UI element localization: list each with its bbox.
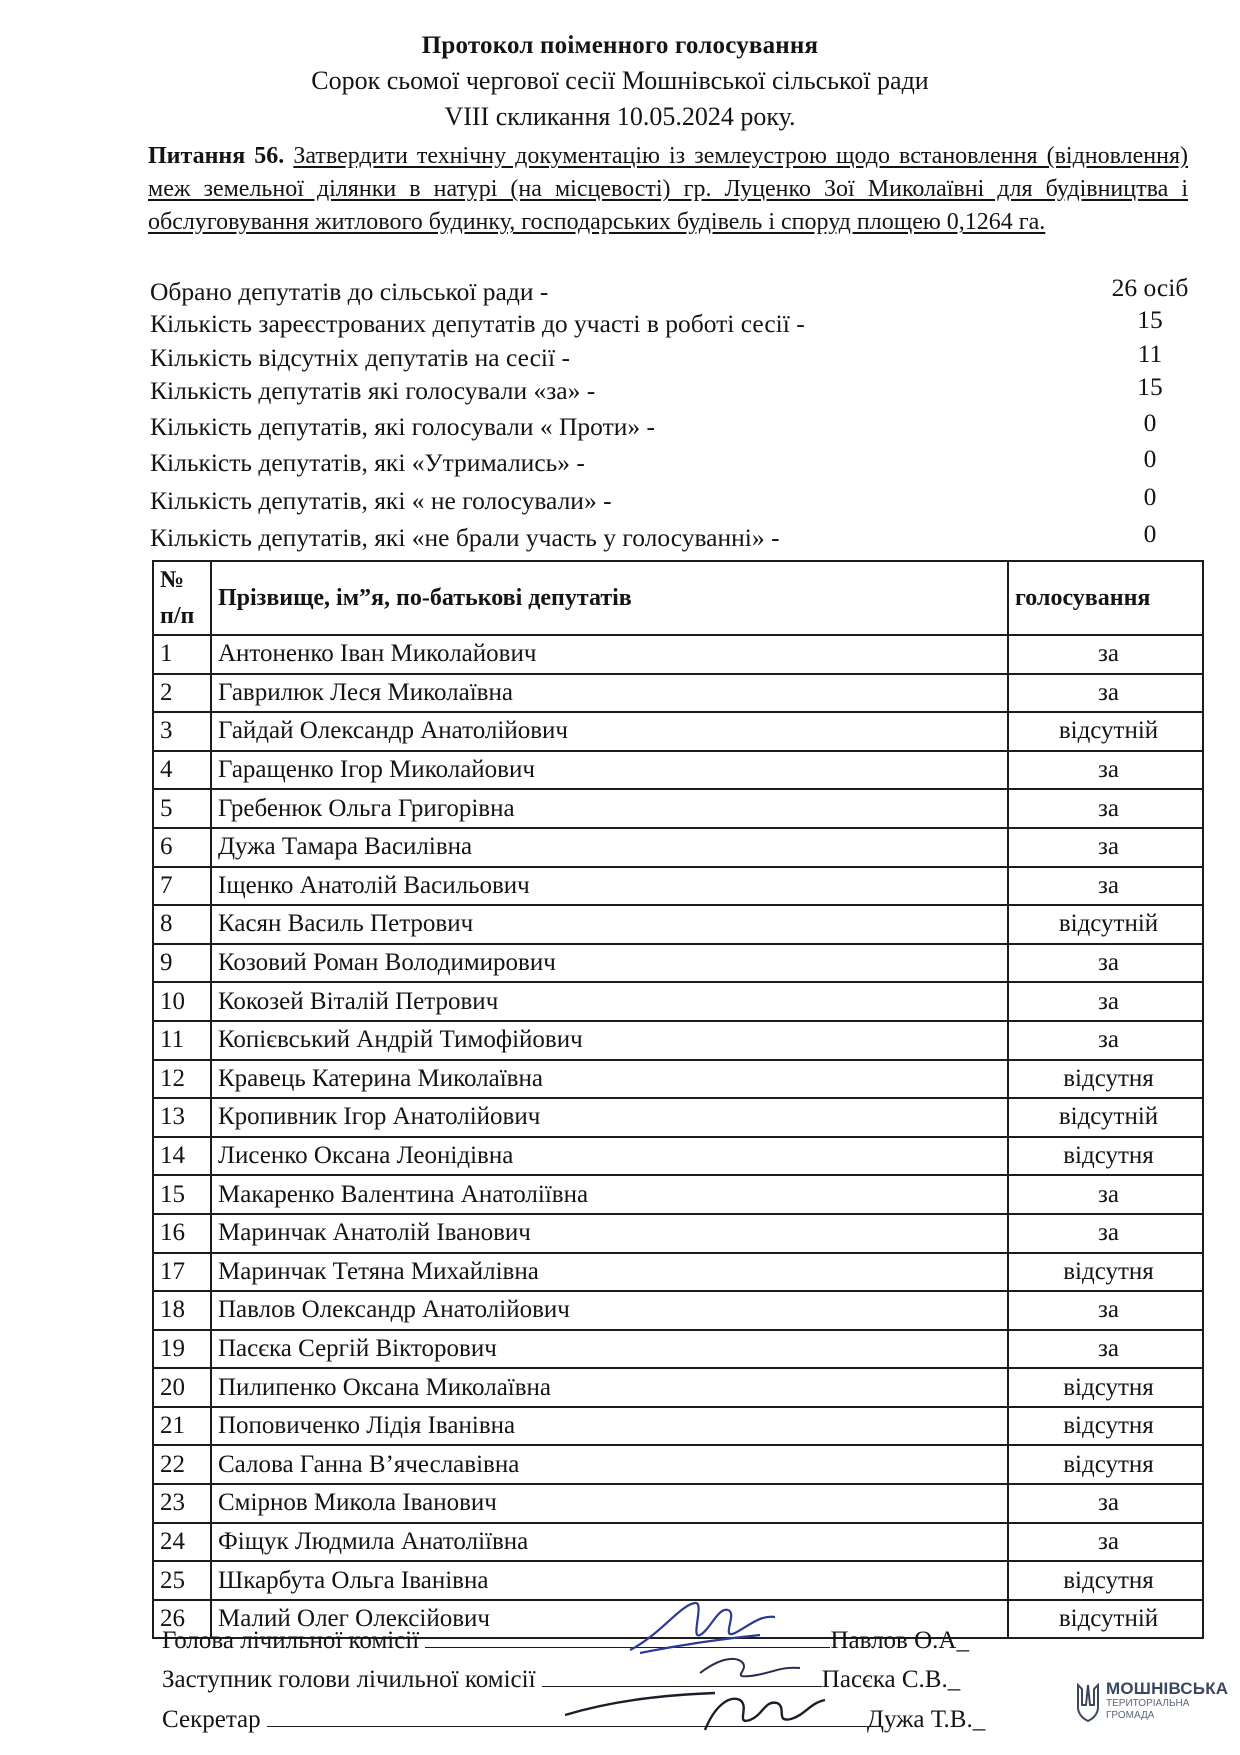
stat-not-participated bbox=[150, 519, 1157, 557]
vote-result: за bbox=[1008, 1214, 1203, 1253]
row-number: 24 bbox=[153, 1523, 211, 1562]
table-row bbox=[153, 1214, 1203, 1253]
deputy-name: Касян Василь Петрович bbox=[211, 905, 1008, 944]
table-row bbox=[153, 1368, 1203, 1407]
vote-result: відсутня bbox=[1008, 1368, 1203, 1407]
row-number: 8 bbox=[153, 905, 211, 944]
table-row bbox=[153, 635, 1203, 674]
deputy-name: Іщенко Анатолій Васильович bbox=[211, 867, 1008, 906]
header-number-line2: п/п bbox=[160, 603, 195, 629]
vote-result: за bbox=[1008, 1291, 1203, 1330]
table-row bbox=[153, 1021, 1203, 1060]
deputy-name: Фіщук Людмила Анатоліївна bbox=[211, 1523, 1008, 1562]
protocol-title: Протокол поіменного голосування bbox=[421, 32, 819, 59]
deputy-name: Дужа Тамара Василівна bbox=[211, 828, 1008, 867]
row-number: 14 bbox=[153, 1137, 211, 1176]
deputy-name: Гаврилюк Леся Миколаївна bbox=[211, 674, 1008, 713]
vote-result: за bbox=[1008, 1175, 1203, 1214]
vote-result: за bbox=[1008, 982, 1203, 1021]
row-number: 10 bbox=[153, 982, 211, 1021]
watermark-subtitle bbox=[1106, 1698, 1189, 1722]
vote-result: відсутня bbox=[1008, 1060, 1203, 1099]
signature-name: Павлов О.А_ bbox=[830, 1627, 969, 1654]
stat-label: Кількість депутатів, які « не голосували» - bbox=[150, 486, 612, 515]
deputy-name: Гайдай Олександр Анатолійович bbox=[211, 712, 1008, 751]
header-vote: голосування bbox=[1008, 561, 1203, 635]
stat-for bbox=[150, 372, 1163, 410]
stat-value: 0 bbox=[1143, 482, 1157, 511]
table-row bbox=[153, 1484, 1203, 1523]
deputy-name: Маринчак Тетяна Михайлівна bbox=[211, 1253, 1008, 1292]
table-row bbox=[153, 1330, 1203, 1369]
row-number: 7 bbox=[153, 867, 211, 906]
stat-value: 15 bbox=[1137, 305, 1163, 334]
question-label: Питання 56. bbox=[148, 143, 285, 169]
vote-result: за bbox=[1008, 1330, 1203, 1369]
watermark-line1: МОШНІВСЬКА bbox=[1106, 1679, 1229, 1698]
vote-result: за bbox=[1008, 828, 1203, 867]
vote-result: за bbox=[1008, 635, 1203, 674]
question-text: Затвердити технічну документацію із землеустрою щодо встановлення (відновлення) меж земельної ділянки в натурі (на місцевості) гр. Луценко Зої Миколаївні для будівництва і обслуговування житлового будинку, господарських будівель і споруд площею 0,1264 га. bbox=[148, 143, 1189, 235]
table-row bbox=[153, 1098, 1203, 1137]
stat-value: 15 bbox=[1137, 372, 1163, 401]
stat-abstained bbox=[150, 444, 1157, 482]
header-name: Прізвище, ім”я, по-батькові депутатів bbox=[211, 561, 1008, 635]
stat-value: 11 bbox=[1137, 339, 1163, 368]
table-row bbox=[153, 1175, 1203, 1214]
deputy-name: Салова Ганна В’ячеславівна bbox=[211, 1445, 1008, 1484]
stat-label: Кількість відсутніх депутатів на сесії - bbox=[150, 343, 570, 372]
table-row bbox=[153, 1291, 1203, 1330]
stat-label: Кількість депутатів які голосували «за» - bbox=[150, 376, 596, 405]
vote-result: за bbox=[1008, 1484, 1203, 1523]
vote-result: відсутня bbox=[1008, 1253, 1203, 1292]
vote-result: за bbox=[1008, 1021, 1203, 1060]
row-number: 20 bbox=[153, 1368, 211, 1407]
row-number: 16 bbox=[153, 1214, 211, 1253]
signature-role: Заступник голови лічильної комісії bbox=[162, 1666, 536, 1693]
deputy-name: Малий Олег Олексійович bbox=[211, 1600, 1008, 1639]
row-number: 2 bbox=[153, 674, 211, 713]
stat-value: 0 bbox=[1143, 519, 1157, 548]
row-number: 12 bbox=[153, 1060, 211, 1099]
row-number: 1 bbox=[153, 635, 211, 674]
stat-label: Кількість депутатів, які «Утримались» - bbox=[150, 448, 585, 477]
vote-result: відсутній bbox=[1008, 1600, 1203, 1639]
row-number: 21 bbox=[153, 1407, 211, 1446]
deputy-name: Маринчак Анатолій Іванович bbox=[211, 1214, 1008, 1253]
signature-name: Дужа Т.В._ bbox=[866, 1706, 986, 1733]
signature-chair bbox=[162, 1623, 969, 1655]
watermark-line2: ТЕРИТОРІАЛЬНА bbox=[1106, 1698, 1190, 1709]
row-number: 3 bbox=[153, 712, 211, 751]
row-number: 26 bbox=[153, 1600, 211, 1639]
stat-value: 26 осіб bbox=[1111, 273, 1189, 302]
table-row bbox=[153, 828, 1203, 867]
watermark-line3: ГРОМАДА bbox=[1106, 1710, 1155, 1721]
session-subtitle: Сорок сьомої чергової сесії Мошнівської сільської ради bbox=[311, 66, 929, 95]
deputy-name: Пилипенко Оксана Миколаївна bbox=[211, 1368, 1008, 1407]
table-row bbox=[153, 905, 1203, 944]
signature-name: Пасєка С.В._ bbox=[821, 1666, 961, 1693]
roll-call-table bbox=[152, 560, 1204, 1639]
stat-elected bbox=[150, 273, 1189, 311]
convocation-date: VIII скликання 10.05.2024 року. bbox=[444, 102, 796, 131]
table-row bbox=[153, 1060, 1203, 1099]
vote-result: за bbox=[1008, 1523, 1203, 1562]
deputy-name: Антоненко Іван Миколайович bbox=[211, 635, 1008, 674]
deputy-name: Павлов Олександр Анатолійович bbox=[211, 1291, 1008, 1330]
stat-against bbox=[150, 408, 1157, 446]
deputy-name: Лисенко Оксана Леонідівна bbox=[211, 1137, 1008, 1176]
row-number: 17 bbox=[153, 1253, 211, 1292]
vote-result: за bbox=[1008, 944, 1203, 983]
deputy-name: Кравець Катерина Миколаївна bbox=[211, 1060, 1008, 1099]
table-row bbox=[153, 789, 1203, 828]
table-row bbox=[153, 1407, 1203, 1446]
agenda-question bbox=[148, 140, 1188, 239]
trident-icon bbox=[1074, 1681, 1102, 1723]
table-row bbox=[153, 867, 1203, 906]
signature-role: Голова лічильної комісії bbox=[162, 1627, 420, 1654]
vote-result: відсутня bbox=[1008, 1561, 1203, 1600]
vote-result: відсутній bbox=[1008, 712, 1203, 751]
table-row bbox=[153, 982, 1203, 1021]
row-number: 9 bbox=[153, 944, 211, 983]
vote-result: за bbox=[1008, 751, 1203, 790]
row-number: 18 bbox=[153, 1291, 211, 1330]
deputy-name: Смірнов Микола Іванович bbox=[211, 1484, 1008, 1523]
deputy-name: Гребенюк Ольга Григорівна bbox=[211, 789, 1008, 828]
stat-registered bbox=[150, 305, 1163, 343]
deputy-name: Макаренко Валентина Анатоліївна bbox=[211, 1175, 1008, 1214]
vote-result: відсутня bbox=[1008, 1137, 1203, 1176]
handwritten-signature-secretary bbox=[555, 1675, 845, 1745]
header-number-line1: № bbox=[160, 567, 185, 593]
deputy-name: Гаращенко Ігор Миколайович bbox=[211, 751, 1008, 790]
stat-not-voted bbox=[150, 482, 1157, 520]
header-number bbox=[153, 561, 211, 635]
row-number: 11 bbox=[153, 1021, 211, 1060]
deputy-name: Копієвський Андрій Тимофійович bbox=[211, 1021, 1008, 1060]
stat-label: Кількість депутатів, які голосували « Проти» - bbox=[150, 412, 655, 441]
stat-label: Обрано депутатів до сільської ради - bbox=[150, 277, 549, 306]
row-number: 13 bbox=[153, 1098, 211, 1137]
table-row bbox=[153, 712, 1203, 751]
table-row bbox=[153, 944, 1203, 983]
row-number: 25 bbox=[153, 1561, 211, 1600]
vote-result: відсутня bbox=[1008, 1407, 1203, 1446]
vote-result: відсутній bbox=[1008, 1098, 1203, 1137]
row-number: 23 bbox=[153, 1484, 211, 1523]
deputy-name: Козовий Роман Володимирович bbox=[211, 944, 1008, 983]
deputy-name: Поповиченко Лідія Іванівна bbox=[211, 1407, 1008, 1446]
stat-label: Кількість зареєстрованих депутатів до участі в роботі сесії - bbox=[150, 309, 805, 338]
table-row bbox=[153, 1445, 1203, 1484]
table-header-row bbox=[153, 561, 1203, 635]
row-number: 5 bbox=[153, 789, 211, 828]
table-row bbox=[153, 751, 1203, 790]
signature-role: Секретар bbox=[162, 1706, 261, 1733]
stat-absent bbox=[150, 339, 1163, 377]
deputy-name: Шкарбута Ольга Іванівна bbox=[211, 1561, 1008, 1600]
stat-value: 0 bbox=[1143, 444, 1157, 473]
table-row bbox=[153, 1137, 1203, 1176]
stat-label: Кількість депутатів, які «не брали участь у голосуванні» - bbox=[150, 523, 780, 552]
community-watermark bbox=[1072, 1677, 1229, 1732]
stat-value: 0 bbox=[1143, 408, 1157, 437]
vote-result: відсутня bbox=[1008, 1445, 1203, 1484]
vote-result: за bbox=[1008, 789, 1203, 828]
table-row bbox=[153, 674, 1203, 713]
table-row bbox=[153, 1253, 1203, 1292]
row-number: 4 bbox=[153, 751, 211, 790]
table-row bbox=[153, 1523, 1203, 1562]
deputy-name: Кокозей Віталій Петрович bbox=[211, 982, 1008, 1021]
row-number: 6 bbox=[153, 828, 211, 867]
deputy-name: Кропивник Ігор Анатолійович bbox=[211, 1098, 1008, 1137]
row-number: 15 bbox=[153, 1175, 211, 1214]
vote-result: за bbox=[1008, 867, 1203, 906]
row-number: 19 bbox=[153, 1330, 211, 1369]
row-number: 22 bbox=[153, 1445, 211, 1484]
deputy-name: Пасєка Сергій Вікторович bbox=[211, 1330, 1008, 1369]
vote-result: відсутній bbox=[1008, 905, 1203, 944]
vote-result: за bbox=[1008, 674, 1203, 713]
